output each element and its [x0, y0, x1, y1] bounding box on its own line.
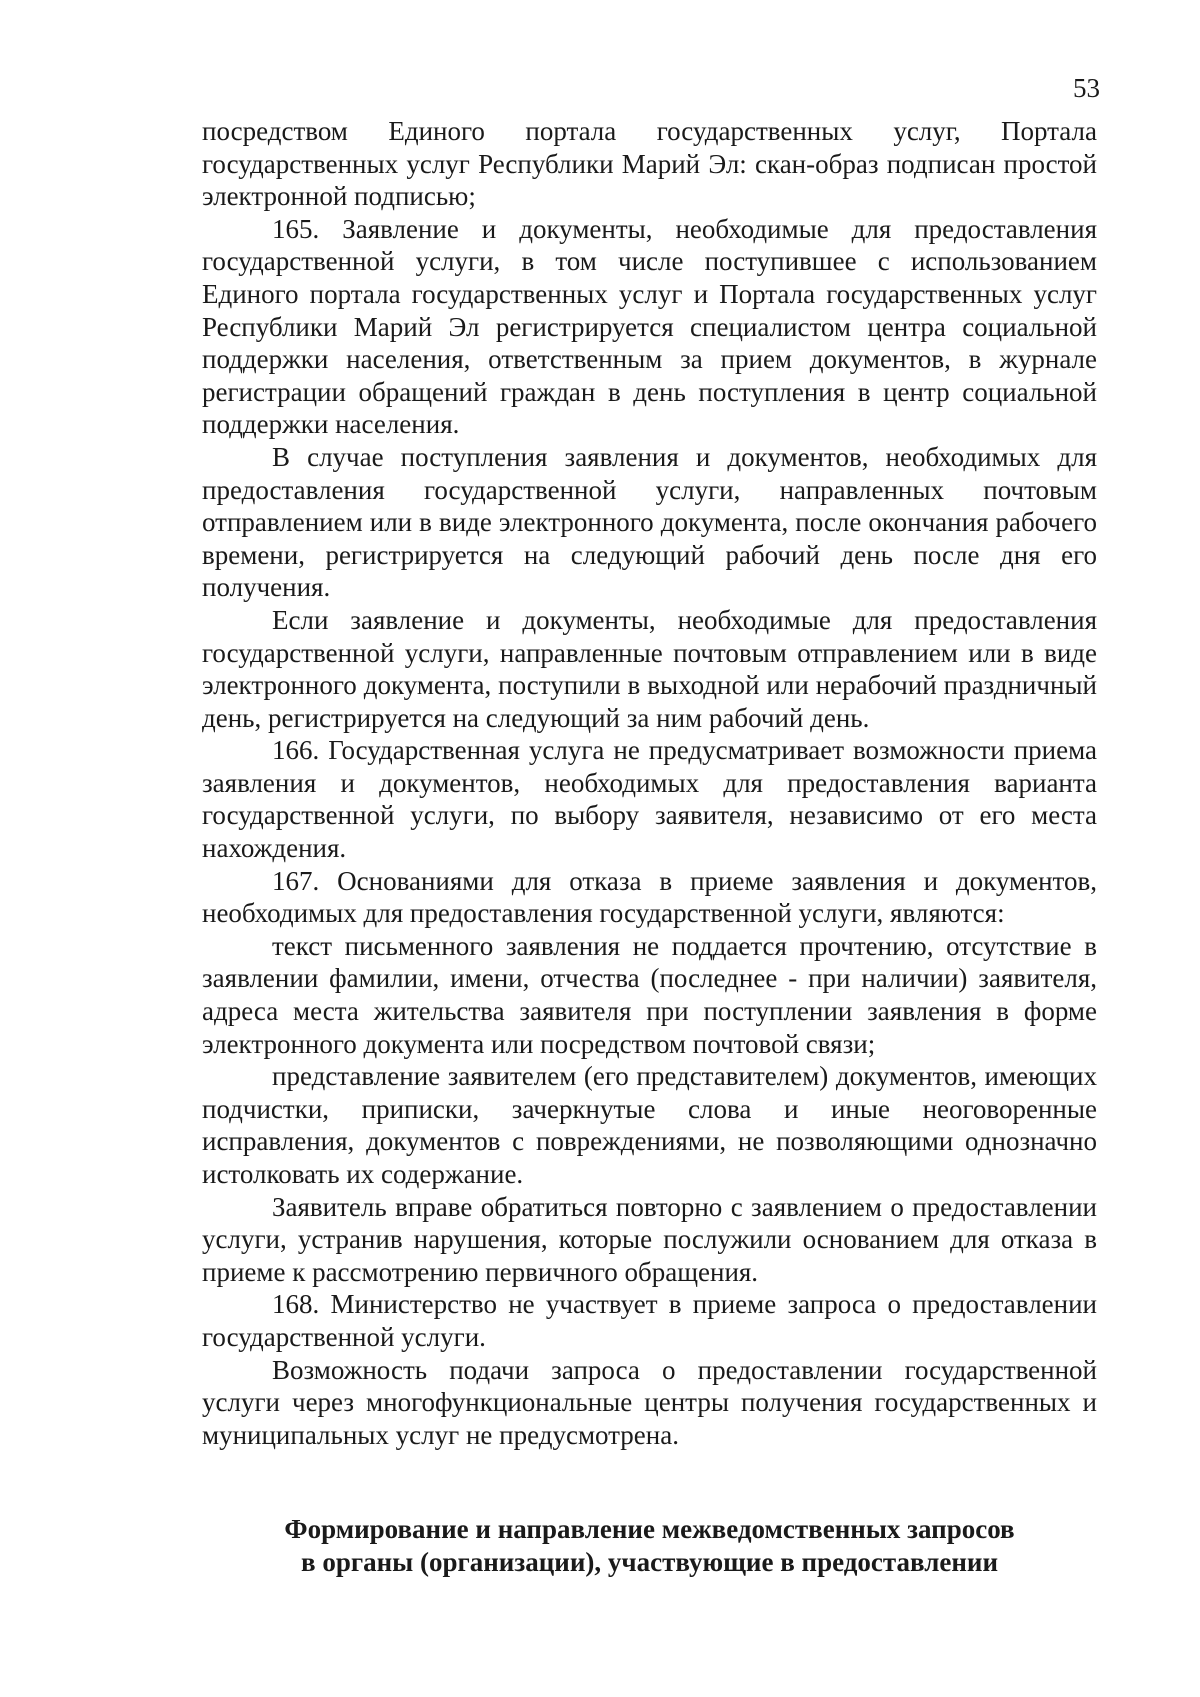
section-heading — [202, 1513, 1097, 1579]
paragraph-167: 167. Основаниями для отказа в приеме заявления и документов, необходимых для предоставления государственной услуги, являются: — [202, 865, 1097, 929]
paragraph-reason-corrections: представление заявителем (его представителем) документов, имеющих подчистки, приписки, зачеркнутые слова и иные неоговоренные исправления, документов с повреждениями, не позволяющими однозначно истолковать их содержание. — [202, 1061, 1097, 1189]
paragraph-mfc: Возможность подачи запроса о предоставлении государственной услуги через многофункциональные центры получения государственных и муниципальных услуг не предусмотрена. — [202, 1354, 1097, 1450]
paragraph-reapply: Заявитель вправе обратиться повторно с заявлением о предоставлении услуги, устранив нарушения, которые послужили основанием для отказа в приеме к рассмотрению первичного обращения. — [202, 1191, 1097, 1287]
paragraph-168: 168. Министерство не участвует в приеме запроса о предоставлении государственной услуги. — [202, 1289, 1097, 1352]
paragraph-after-hours: В случае поступления заявления и документов, необходимых для предоставления государственной услуги, направленных почтовым отправлением или в виде электронного документа, после окончания рабочего времени, регистрируется на следующий рабочий день после дня его получения. — [202, 441, 1097, 603]
section-heading-line-2: в органы (организации), участвующие в предоставлении — [300, 1547, 999, 1577]
paragraph-holiday: Если заявление и документы, необходимые для предоставления государственной услуги, направленные почтовым отправлением или в виде электронного документа, поступили в выходной или нерабочий праздничный день, регистрируется на следующий за ним рабочий день. — [202, 604, 1097, 733]
document-body — [202, 115, 1097, 1451]
section-heading-line-1: Формирование и направление межведомственных запросов — [284, 1514, 1015, 1544]
paragraph-continuation: посредством Единого портала государственных услуг, Портала государственных услуг Республики Марий Эл: скан-образ подписан простой электронной подписью; — [202, 116, 1097, 212]
paragraph-166: 166. Государственная услуга не предусматривает возможности приема заявления и документов, необходимых для предоставления варианта государственной услуги, по выбору заявителя, независимо от его места нахождения. — [202, 735, 1097, 864]
paragraph-reason-unreadable: текст письменного заявления не поддается прочтению, отсутствие в заявлении фамилии, имени, отчества (последнее - при наличии) заявителя, адреса места жительства заявителя при поступлении заявления в форме электронного документа или посредством почтовой связи; — [202, 930, 1097, 1059]
page-number: 53 — [1073, 73, 1100, 103]
paragraph-165: 165. Заявление и документы, необходимые для предоставления государственной услуги, в том числе поступившее с использованием Единого портала государственных услуг и Портала государственных услуг Республики Марий Эл регистрируется специалистом центра социальной поддержки населения, ответственным за прием документов, в журнале регистрации обращений граждан в день поступления в центр социальной поддержки населения. — [202, 213, 1097, 440]
